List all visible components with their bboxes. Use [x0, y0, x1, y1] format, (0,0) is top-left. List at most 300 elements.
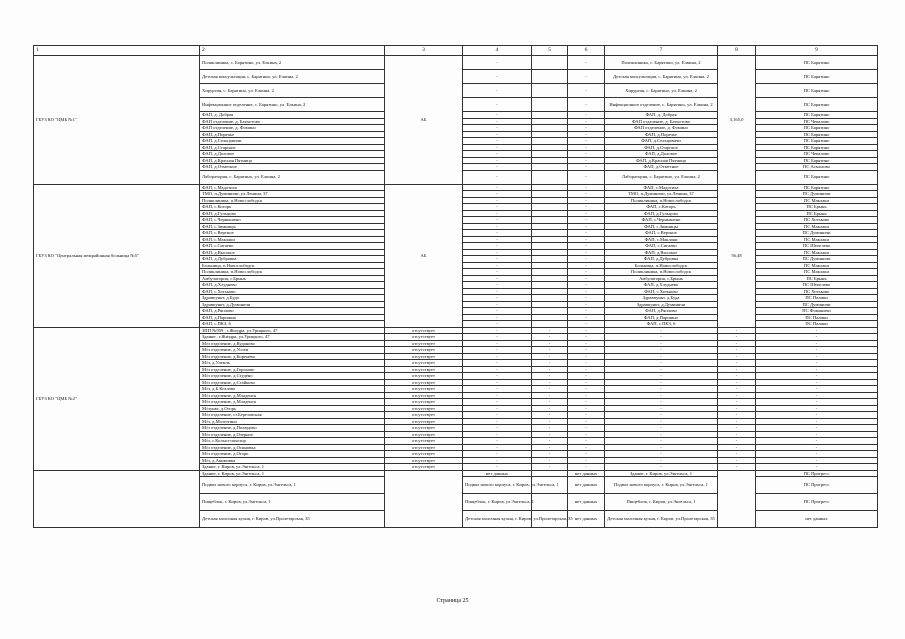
col3-cell: отсутствует: [385, 425, 463, 432]
substation-cell: ПС Прогресс: [756, 477, 878, 494]
facility-cell: ФАП, д.Дубровка: [200, 256, 385, 263]
col7-cell: ФАП, с.Сигаево: [605, 243, 718, 250]
col7-cell: ФАП, д.Паршино: [605, 314, 718, 321]
facility-cell: Инфекционное отделение, с. Барятино, ул. Елкина, 2: [200, 98, 385, 112]
col5-cell: -: [532, 340, 568, 347]
organization-cell: ГБУЗ КО "ЦМБ №2": [34, 327, 200, 470]
col8-cell: -: [718, 444, 756, 451]
col5-cell: -: [532, 412, 568, 419]
col7-cell: ФАП отделение, д. Фомино: [605, 125, 718, 132]
col4-cell: -: [463, 464, 532, 471]
col6-cell: -: [568, 386, 605, 393]
col3-cell: отсутствует: [385, 334, 463, 341]
col6-cell: -: [568, 347, 605, 354]
col4-cell: -: [463, 438, 532, 445]
col6-cell: -: [568, 405, 605, 412]
col7-cell: -: [605, 340, 718, 347]
col4-cell: -: [463, 112, 532, 119]
col4-cell: -: [463, 418, 532, 425]
col5-cell: -: [532, 451, 568, 458]
col4-cell: -: [463, 366, 532, 373]
col4-cell: -: [463, 144, 532, 151]
substation-cell: ПС Шепелево: [756, 243, 878, 250]
col5-cell: [532, 84, 568, 98]
facility-cell: ФАП, с.Зимницы: [200, 223, 385, 230]
facility-cell: ФАП, д.Старское: [200, 144, 385, 151]
col8-cell: -: [718, 392, 756, 399]
substation-cell: -: [756, 412, 878, 419]
col4-cell: -: [463, 379, 532, 386]
col6-cell: -: [568, 184, 605, 191]
col6-cell: -: [568, 418, 605, 425]
facility-cell: ФАП, с.Маклаки: [200, 236, 385, 243]
col3-cell: [385, 470, 463, 528]
col7-cell: ФАП, д.Хлуднево: [605, 282, 718, 289]
col4-cell: -: [463, 373, 532, 380]
col7-cell: -: [605, 431, 718, 438]
col6-cell: -: [568, 262, 605, 269]
substation-cell: -: [756, 366, 878, 373]
substation-cell: -: [756, 438, 878, 445]
col7-cell: ФАП, д. Добрая: [605, 112, 718, 119]
substation-cell: ПС Шепелево: [756, 282, 878, 289]
substation-cell: -: [756, 418, 878, 425]
col6-cell: -: [568, 373, 605, 380]
col8-cell: [718, 470, 756, 528]
substation-cell: ПС Маклаки: [756, 236, 878, 243]
col7-cell: ФАП, с.ПКЗ, 6: [605, 321, 718, 328]
col3-cell: отсутствует: [385, 340, 463, 347]
col4-cell: -: [463, 56, 532, 70]
col7-cell: Поликлиника, п.Новослободск: [605, 197, 718, 204]
col7-cell: -: [605, 353, 718, 360]
facility-cell: ФАП отделение, д. Батыгтово: [200, 118, 385, 125]
col4-cell: -: [463, 131, 532, 138]
substation-cell: -: [756, 334, 878, 341]
col6-cell: -: [568, 438, 605, 445]
header-col-5: 5: [532, 46, 568, 56]
col8-cell: -: [718, 405, 756, 412]
col3-cell: отсутствует: [385, 431, 463, 438]
col7-cell: Здравпункт, д.Думиничи: [605, 301, 718, 308]
col4-cell: -: [463, 425, 532, 432]
col6-cell: -: [568, 125, 605, 132]
col5-cell: -: [532, 464, 568, 471]
facility-cell: М/п, д.Б.Козлово: [200, 386, 385, 393]
col4-cell: -: [463, 269, 532, 276]
facility-cell: ФАП, с.Вертное: [200, 230, 385, 237]
facility-cell: ФАП, с.ПКЗ, 6: [200, 321, 385, 328]
col5-cell: -: [532, 392, 568, 399]
col4-cell: -: [463, 347, 532, 354]
col8-cell: -: [718, 334, 756, 341]
col8-cell: -: [718, 373, 756, 380]
col7-cell: ФАП, д.Старское: [605, 144, 718, 151]
col7-cell: -: [605, 412, 718, 419]
facility-cell: Здравпункт, д.Буда: [200, 295, 385, 302]
col7-cell: ФАП, д.Высокое: [605, 249, 718, 256]
col6-cell: -: [568, 327, 605, 334]
col6-cell: -: [568, 282, 605, 289]
col7-cell: Лаборатория, с. Барятино, ул. Елкина, 2: [605, 170, 718, 184]
facility-cell: ЗПП №959 , г.Жиздра, ул.Урицкого, 47: [200, 327, 385, 334]
facility-cell: М/п отделение, д.Стайково: [200, 379, 385, 386]
col6-cell: -: [568, 230, 605, 237]
substation-cell: -: [756, 360, 878, 367]
facility-cell: ФАП, с.Мадотиха: [200, 184, 385, 191]
col6-cell: -: [568, 56, 605, 70]
col5-cell: -: [532, 379, 568, 386]
col7-cell: ФАП, д.Красная Пятница: [605, 157, 718, 164]
facility-cell: М/п, д.Акимовка: [200, 457, 385, 464]
col3-cell: отсутствует: [385, 327, 463, 334]
col6-cell: -: [568, 295, 605, 302]
col7-cell: -: [605, 392, 718, 399]
col4-cell: -: [463, 405, 532, 412]
col4-cell: Пищеблок, г. Киров, ул.Энгельса, 1: [463, 494, 532, 511]
col4-cell: -: [463, 210, 532, 217]
col4-cell: -: [463, 386, 532, 393]
col6-cell: -: [568, 217, 605, 224]
col7-cell: -: [605, 464, 718, 471]
substation-cell: -: [756, 353, 878, 360]
col6-cell: -: [568, 334, 605, 341]
facility-cell: М/п отделение, д.Огорь: [200, 451, 385, 458]
header-col-1: 1: [34, 46, 200, 56]
facility-cell: Амбулатория, с.Брынь: [200, 275, 385, 282]
facility-cell: ТМО, п.Думиничи, ул.Ленина, 37: [200, 191, 385, 198]
facility-cell: М/п отделение, ст.Березовская: [200, 412, 385, 419]
col6-cell: -: [568, 464, 605, 471]
col6-cell: -: [568, 321, 605, 328]
col6-cell: -: [568, 236, 605, 243]
facility-cell: М/пункт, д.Огорь: [200, 405, 385, 412]
facility-cell: ФАП, д.Поречье: [200, 131, 385, 138]
col8-cell: -: [718, 386, 756, 393]
substation-cell: ПС Барятино: [756, 84, 878, 98]
facility-cell: ФАП, д.Хлуднево: [200, 282, 385, 289]
col6-cell: -: [568, 223, 605, 230]
facility-cell: М/п отделение, д.Озерное: [200, 431, 385, 438]
col4-cell: -: [463, 295, 532, 302]
col5-cell: [532, 494, 568, 511]
substation-cell: ПС Брынь: [756, 204, 878, 211]
col4-cell: -: [463, 249, 532, 256]
col3-cell: АБ: [385, 184, 463, 327]
header-col-4: 4: [463, 46, 532, 56]
substation-cell: ПС Хотьково: [756, 288, 878, 295]
col4-cell: -: [463, 243, 532, 250]
col3-cell: отсутствует: [385, 360, 463, 367]
substation-cell: -: [756, 340, 878, 347]
col3-cell: отсутствует: [385, 347, 463, 354]
substation-cell: нет данных: [756, 511, 878, 528]
col7-cell: ФАП, с.Хотьково: [605, 288, 718, 295]
col8-cell: -: [718, 353, 756, 360]
col5-cell: [532, 56, 568, 70]
col4-cell: -: [463, 431, 532, 438]
facility-cell: Хирургия, с. Барятино, ул. Елкина, 2: [200, 84, 385, 98]
col4-cell: -: [463, 151, 532, 158]
col6-cell: -: [568, 98, 605, 112]
substation-cell: ПС Барятино: [756, 170, 878, 184]
col7-cell: -: [605, 399, 718, 406]
col7-cell: Хирургия, с. Барятино, ул. Елкина, 2: [605, 84, 718, 98]
col7-cell: -: [605, 444, 718, 451]
facility-cell: Поликлиника, п.Новослободск: [200, 197, 385, 204]
col7-cell: -: [605, 438, 718, 445]
col5-cell: -: [532, 373, 568, 380]
facility-cell: ФАП, д. Добрая: [200, 112, 385, 119]
substation-cell: ПС Барятино: [756, 184, 878, 191]
col5-cell: -: [532, 353, 568, 360]
col6-cell: -: [568, 366, 605, 373]
col7-cell: -: [605, 451, 718, 458]
header-col-6: 6: [568, 46, 605, 56]
col6-cell: -: [568, 301, 605, 308]
col7-cell: ФАП, с.Зимницы: [605, 223, 718, 230]
col7-cell: -: [605, 418, 718, 425]
facility-cell: Поликлиника, п.Новослободск: [200, 269, 385, 276]
col7-cell: Пищеблок, г. Киров, ул.Энгельса, 1: [605, 494, 718, 511]
facility-cell: М/п отделение, д.Полюдово: [200, 425, 385, 432]
substation-cell: ПС Брынь: [756, 210, 878, 217]
col8-cell: -: [718, 464, 756, 471]
col5-cell: -: [532, 360, 568, 367]
col5-cell: -: [532, 386, 568, 393]
col5-cell: [532, 98, 568, 112]
facility-cell: Здание , г.Жиздра, ул.Урицкого, 47: [200, 334, 385, 341]
col4-cell: -: [463, 184, 532, 191]
col6-cell: -: [568, 412, 605, 419]
col6-cell: -: [568, 84, 605, 98]
col7-cell: -: [605, 327, 718, 334]
col4-cell: -: [463, 170, 532, 184]
substation-cell: -: [756, 373, 878, 380]
facility-cell: Здание, г. Киров, ул.Энгельса, 1: [200, 470, 385, 477]
facility-cell: ФАП, с.Чернышено: [200, 217, 385, 224]
col6-cell: -: [568, 269, 605, 276]
col8-cell: -: [718, 379, 756, 386]
facility-cell: Поликлиника, с. Барятино, ул. Елкина, 2: [200, 56, 385, 70]
col7-cell: -: [605, 379, 718, 386]
col8-cell: -: [718, 451, 756, 458]
col4-cell: -: [463, 191, 532, 198]
facility-cell: М/п, с.Колхоз-пахотор: [200, 438, 385, 445]
substation-cell: -: [756, 327, 878, 334]
col4-cell: -: [463, 399, 532, 406]
col4-cell: -: [463, 314, 532, 321]
col6-cell: -: [568, 243, 605, 250]
col8-cell: -: [718, 438, 756, 445]
col4-cell: -: [463, 84, 532, 98]
substation-cell: ПС Барятино: [756, 98, 878, 112]
organization-cell: [34, 470, 200, 528]
col3-cell: отсутствует: [385, 412, 463, 419]
col7-cell: Поликлиника, п.Новослободск: [605, 269, 718, 276]
substation-cell: ПС Думиничи: [756, 191, 878, 198]
col8-cell: 56,48: [718, 184, 756, 327]
col6-cell: -: [568, 131, 605, 138]
col4-cell: -: [463, 457, 532, 464]
substation-cell: ПС Маклаки: [756, 269, 878, 276]
col8-cell: -: [718, 431, 756, 438]
substation-cell: ПС Думиничи: [756, 230, 878, 237]
col7-cell: Здание, г. Киров, ул.Энгельса, 1: [605, 470, 718, 477]
col8-cell: -: [718, 399, 756, 406]
col5-cell: -: [532, 457, 568, 464]
col4-cell: -: [463, 301, 532, 308]
col6-cell: -: [568, 340, 605, 347]
table-row: [34, 184, 878, 191]
col7-cell: ФАП, д.Дубровка: [605, 256, 718, 263]
substation-cell: -: [756, 425, 878, 432]
col4-cell: -: [463, 138, 532, 145]
col6-cell: -: [568, 275, 605, 282]
col3-cell: отсутствует: [385, 444, 463, 451]
col4-cell: -: [463, 327, 532, 334]
col4-cell: -: [463, 197, 532, 204]
col7-cell: Больница, п.Новослободск: [605, 262, 718, 269]
col8-cell: -: [718, 347, 756, 354]
substation-cell: ПС Чекалово: [756, 151, 878, 158]
substation-cell: -: [756, 347, 878, 354]
page-number: Страница 25: [436, 598, 469, 604]
col7-cell: ФАП, д.Доловое: [605, 151, 718, 158]
col7-cell: -: [605, 334, 718, 341]
facility-cell: Лаборатория, с. Барятино, ул. Елкина, 2: [200, 170, 385, 184]
col6-cell: -: [568, 314, 605, 321]
col7-cell: ФАП, с.Мадотиха: [605, 184, 718, 191]
col7-cell: Подвал нового корпуса, г. Киров, ул.Энгельса, 1: [605, 477, 718, 494]
col6-cell: нет данных: [568, 470, 605, 477]
col7-cell: Поликлиника, с. Барятино, ул. Елкина, 2: [605, 56, 718, 70]
substation-cell: ПС Барятино: [756, 56, 878, 70]
col7-cell: -: [605, 405, 718, 412]
col6-cell: -: [568, 191, 605, 198]
col6-cell: -: [568, 204, 605, 211]
col4-cell: -: [463, 353, 532, 360]
col7-cell: ФАП, д.Гульцово: [605, 210, 718, 217]
header-col-9: 9: [756, 46, 878, 56]
facility-cell: ФАП, д.Сельцовичи: [200, 138, 385, 145]
col6-cell: -: [568, 392, 605, 399]
col6-cell: -: [568, 353, 605, 360]
col3-cell: отсутствует: [385, 392, 463, 399]
col7-cell: Здравпункт, д.Буда: [605, 295, 718, 302]
substation-cell: ПС Барятино: [756, 144, 878, 151]
col4-cell: -: [463, 204, 532, 211]
col4-cell: -: [463, 451, 532, 458]
col7-cell: -: [605, 373, 718, 380]
col7-cell: Детская молочная кухня, г. Киров, ул.Пролетарская, 35: [605, 511, 718, 528]
col3-cell: отсутствует: [385, 418, 463, 425]
header-col-2: 2: [200, 46, 385, 56]
substation-cell: ПС Палики: [756, 295, 878, 302]
substation-cell: ПС Брынь: [756, 275, 878, 282]
col5-cell: -: [532, 431, 568, 438]
col5-cell: -: [532, 425, 568, 432]
col6-cell: -: [568, 444, 605, 451]
facility-cell: Детская молочная кухня, г. Киров, ул.Пролетарская, 35: [200, 511, 385, 528]
facility-cell: ФАП отделение, д. Фомино: [200, 125, 385, 132]
col4-cell: -: [463, 444, 532, 451]
col4-cell: Детская молочная кухня, г. Киров, ул.Пролетарская, 35: [463, 511, 532, 528]
substation-cell: -: [756, 399, 878, 406]
col8-cell: 3,165,0: [718, 56, 756, 185]
col7-cell: ТМО, п.Думиничи, ул.Ленина, 37: [605, 191, 718, 198]
col8-cell: -: [718, 366, 756, 373]
col6-cell: -: [568, 431, 605, 438]
col6-cell: -: [568, 451, 605, 458]
facility-cell: М/п, д.Улемль: [200, 360, 385, 367]
col7-cell: ФАП, д.Поречье: [605, 131, 718, 138]
col4-cell: нет данных: [463, 470, 532, 477]
substation-cell: ПС Прогресс: [756, 494, 878, 511]
col6-cell: -: [568, 210, 605, 217]
substation-cell: ПС Палики: [756, 321, 878, 328]
col7-cell: ФАП, с.Вертное: [605, 230, 718, 237]
substation-cell: ПС Прогресс: [756, 470, 878, 477]
col5-cell: -: [532, 418, 568, 425]
facility-cell: Пищеблок, г. Киров, ул.Энгельса, 1: [200, 494, 385, 511]
substation-cell: -: [756, 386, 878, 393]
col4-cell: -: [463, 262, 532, 269]
header-col-7: 7: [605, 46, 718, 56]
col3-cell: отсутствует: [385, 379, 463, 386]
col4-cell: -: [463, 157, 532, 164]
col8-cell: -: [718, 327, 756, 334]
col6-cell: -: [568, 399, 605, 406]
facility-cell: М/п отделение, д.Куданово: [200, 340, 385, 347]
col5-cell: [532, 70, 568, 84]
col8-cell: -: [718, 425, 756, 432]
col4-cell: -: [463, 223, 532, 230]
col3-cell: отсутствует: [385, 366, 463, 373]
col4-cell: -: [463, 288, 532, 295]
col6-cell: -: [568, 308, 605, 315]
col7-cell: -: [605, 386, 718, 393]
substation-cell: -: [756, 451, 878, 458]
substation-cell: -: [756, 392, 878, 399]
col6-cell: -: [568, 118, 605, 125]
col4-cell: -: [463, 308, 532, 315]
col4-cell: -: [463, 118, 532, 125]
facility-cell: М/п отделение, д.Горохово: [200, 366, 385, 373]
col4-cell: -: [463, 98, 532, 112]
col5-cell: [532, 170, 568, 184]
col5-cell: -: [532, 334, 568, 341]
facility-cell: М/п отделение, д.Студено: [200, 373, 385, 380]
col4-cell: -: [463, 392, 532, 399]
substation-cell: ПС Думиничи: [756, 301, 878, 308]
col6-cell: -: [568, 144, 605, 151]
substation-cell: -: [756, 431, 878, 438]
facility-cell: ФАП, с.Хотьково: [200, 288, 385, 295]
substation-cell: ПС Фоминичи: [756, 308, 878, 315]
substation-cell: ПС Барятино: [756, 70, 878, 84]
facility-cell: Здание, г. Киров, ул.Энгельса, 1: [200, 464, 385, 471]
facility-cell: ФАП, д.Гульцово: [200, 210, 385, 217]
col7-cell: -: [605, 425, 718, 432]
col6-cell: -: [568, 151, 605, 158]
col3-cell: отсутствует: [385, 399, 463, 406]
header-col-3: 3: [385, 46, 463, 56]
col4-cell: -: [463, 164, 532, 171]
substation-cell: ПС Маклаки: [756, 223, 878, 230]
col6-cell: -: [568, 360, 605, 367]
col6-cell: -: [568, 425, 605, 432]
